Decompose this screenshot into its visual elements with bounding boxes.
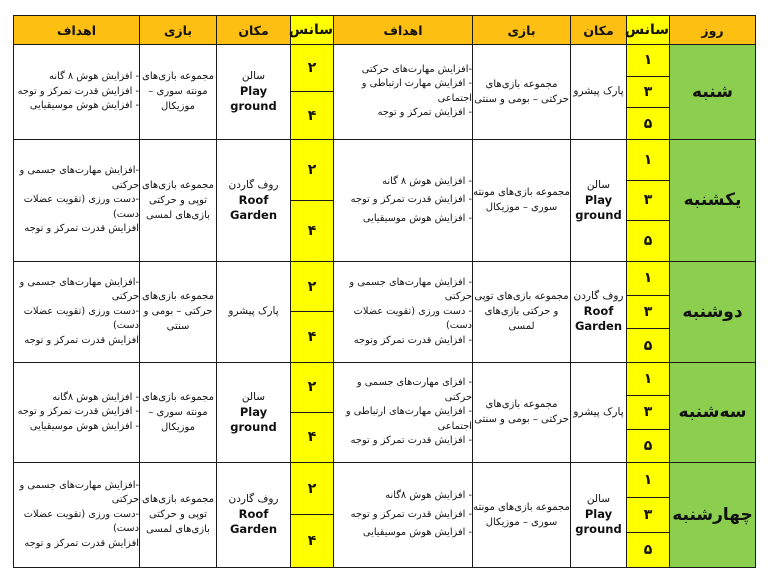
goals-b	[14, 139, 140, 261]
game-a: مجموعه بازی‌های مونته سوری – موزیکال	[473, 462, 571, 567]
place-en: Roof Garden	[229, 192, 278, 222]
goal-line: - دست ورزی (تقویت عضلات دست)	[353, 305, 472, 332]
goal-line: -افزایش مهارت‌های حرکتی	[361, 63, 472, 75]
goal-line: - افزایش قدرت تمرکز وتوجه	[353, 334, 472, 346]
session-a-1: ۳	[627, 76, 670, 108]
day-cell: سه‌شنبه	[670, 362, 756, 462]
session-a-2: ۵	[627, 221, 670, 262]
header-day: روز	[670, 16, 756, 45]
header-goals-b: اهداف	[14, 16, 140, 45]
header-session-b: سانس	[291, 16, 334, 45]
game-a: مجموعه بازی‌های توپی و حرکتی بازی‌های لمسی	[473, 261, 571, 362]
place-fa: سالن	[241, 390, 266, 403]
header-goals-a: اهداف	[334, 16, 473, 45]
place-en: Play ground	[230, 84, 277, 114]
session-a-2: ۵	[627, 429, 670, 462]
game-b: مجموعه بازی‌های حرکتی – بومی و سنتی	[140, 261, 217, 362]
goal-line: - افزایش قدرت تمرکز و توجه	[17, 406, 139, 418]
place-en: Roof Garden	[574, 304, 623, 334]
place-fa: سالن	[586, 178, 611, 191]
day-cell: یکشنبه	[670, 139, 756, 261]
place-a	[571, 45, 627, 140]
goal-line: افزایش قدرت تمرکز و توجه	[24, 223, 139, 235]
session-a-2: ۵	[627, 108, 670, 140]
place-fa: روف گاردن	[228, 178, 279, 191]
place-fa: پارک پیشرو	[573, 85, 624, 98]
game-b: مجموعه بازی‌های مونته سوری – موزیکال	[140, 362, 217, 462]
place-a	[571, 139, 627, 261]
goal-line: - افزایش تمرکز و توجه	[377, 107, 472, 119]
session-b-1: ۴	[291, 412, 334, 462]
goal-line: افزایش قدرت تمرکز و توجه	[24, 537, 139, 549]
place-fa: روف گاردن	[573, 290, 624, 303]
place-b	[217, 139, 291, 261]
goals-a	[334, 261, 473, 362]
day-row	[14, 362, 756, 379]
session-b-0: ۲	[291, 261, 334, 311]
goal-line: -دست ورزی (تقویت عضلات دست)	[23, 508, 139, 535]
header-place-a: مکان	[571, 16, 627, 45]
goal-line: - افزایش هوش ۸گانه	[385, 490, 472, 502]
goals-a	[334, 362, 473, 462]
session-a-1: ۳	[627, 295, 670, 329]
goal-line: - افزایش هوش ۸گانه	[52, 391, 139, 403]
place-b	[217, 261, 291, 362]
session-a-0: ۱	[627, 45, 670, 77]
day-cell: شنبه	[670, 45, 756, 140]
header-game-a: بازی	[473, 16, 571, 45]
session-b-0: ۲	[291, 45, 334, 92]
day-row	[14, 139, 756, 159]
goal-line: - افزایش قدرت تمرکز و توجه	[350, 435, 472, 447]
header-place-b: مکان	[217, 16, 291, 45]
session-a-1: ۳	[627, 497, 670, 532]
goals-b	[14, 362, 140, 462]
place-fa: سالن	[586, 493, 611, 506]
session-a-0: ۱	[627, 261, 670, 295]
goal-line: - افزایش مهارت‌های جسمی و حرکتی	[349, 276, 472, 303]
goal-line: - افزایش هوش موسیقیایی	[362, 212, 472, 224]
session-b-0: ۲	[291, 462, 334, 515]
place-b	[217, 362, 291, 462]
goal-line: - افزایش مهارت ارتباطی و اجتماعی	[361, 78, 472, 104]
goal-line: - افزایش هوش ۸ گانه	[382, 175, 472, 187]
session-b-1: ۴	[291, 515, 334, 568]
goals-a	[334, 45, 473, 140]
game-a: مجموعه بازی‌های حرکتی – بومی و سنتی	[473, 45, 571, 140]
place-a	[571, 362, 627, 462]
session-a-0: ۱	[627, 362, 670, 395]
goal-line: - افزایش قدرت تمرکز و توجه	[17, 85, 139, 97]
session-a-2: ۵	[627, 532, 670, 567]
place-a	[571, 261, 627, 362]
goal-line: - افزایش قدرت تمرکز و توجه	[350, 194, 472, 206]
goal-line: - افزایش قدرت تمرکز و توجه	[350, 508, 472, 520]
goal-line: -دست ورزی (تقویت عضلات دست)	[23, 305, 139, 332]
place-fa: پارک پیشرو	[573, 405, 624, 418]
game-b: مجموعه بازی‌های توپی و حرکتی بازی‌های لمسی	[140, 139, 217, 261]
session-a-1: ۳	[627, 180, 670, 221]
goal-line: افزایش قدرت تمرکز و توجه	[24, 334, 139, 346]
place-a	[571, 462, 627, 567]
session-b-0: ۲	[291, 139, 334, 200]
game-a: مجموعه بازی‌های مونته سوری – موزیکال	[473, 139, 571, 261]
place-b	[217, 462, 291, 567]
goals-b	[14, 462, 140, 567]
header-game-b: بازی	[140, 16, 217, 45]
day-cell: دوشنبه	[670, 261, 756, 362]
goal-line: - افزای مهارت‌های جسمی و حرکتی	[356, 377, 472, 403]
goal-line: -افزایش مهارت‌های جسمی و حرکتی	[19, 165, 139, 191]
goal-line: - افزایش هوش موسیقیایی	[362, 527, 472, 539]
place-b	[217, 45, 291, 140]
header-session-a: سانس	[627, 16, 670, 45]
goal-line: -افزایش مهارت‌های جسمی و حرکتی	[19, 479, 139, 506]
game-b: مجموعه بازی‌های مونته سوری – موزیکال	[140, 45, 217, 140]
header-row	[14, 16, 756, 45]
goals-b	[14, 261, 140, 362]
weekly-schedule-table	[13, 15, 756, 568]
goal-line: -افزایش مهارت‌های جسمی و حرکتی	[19, 276, 139, 303]
place-en: Play ground	[575, 192, 622, 222]
session-b-1: ۴	[291, 312, 334, 362]
goals-a	[334, 462, 473, 567]
session-b-1: ۴	[291, 92, 334, 139]
goal-line: - افزایش هوش موسیقیایی	[29, 420, 139, 432]
day-row	[14, 45, 756, 61]
place-en: Roof Garden	[229, 507, 278, 537]
place-fa: پارک پیشرو	[228, 305, 279, 318]
goal-line: - افزایش هوش موسیقیایی	[29, 100, 139, 112]
session-a-2: ۵	[627, 329, 670, 363]
place-fa: روف گاردن	[228, 493, 279, 506]
place-en: Play ground	[575, 507, 622, 537]
session-a-0: ۱	[627, 462, 670, 497]
day-row	[14, 261, 756, 278]
session-a-1: ۳	[627, 396, 670, 429]
place-en: Play ground	[230, 404, 277, 434]
goal-line: -دست ورزی (تقویت عضلات دست)	[23, 194, 139, 220]
goal-line: - افزایش هوش ۸ گانه	[49, 71, 139, 83]
game-b: مجموعه بازی‌های توپی و حرکتی بازی‌های لمسی	[140, 462, 217, 567]
game-a: مجموعه بازی‌های حرکتی – بومی و سنتی	[473, 362, 571, 462]
goals-b	[14, 45, 140, 140]
day-row	[14, 462, 756, 480]
goals-a	[334, 139, 473, 261]
session-b-1: ۴	[291, 200, 334, 261]
day-cell: چهارشنبه	[670, 462, 756, 567]
session-b-0: ۲	[291, 362, 334, 412]
place-fa: سالن	[241, 70, 266, 83]
session-a-0: ۱	[627, 139, 670, 180]
goal-line: - افزایش مهارت‌های ارتباطی و اجتماعی	[345, 406, 472, 432]
